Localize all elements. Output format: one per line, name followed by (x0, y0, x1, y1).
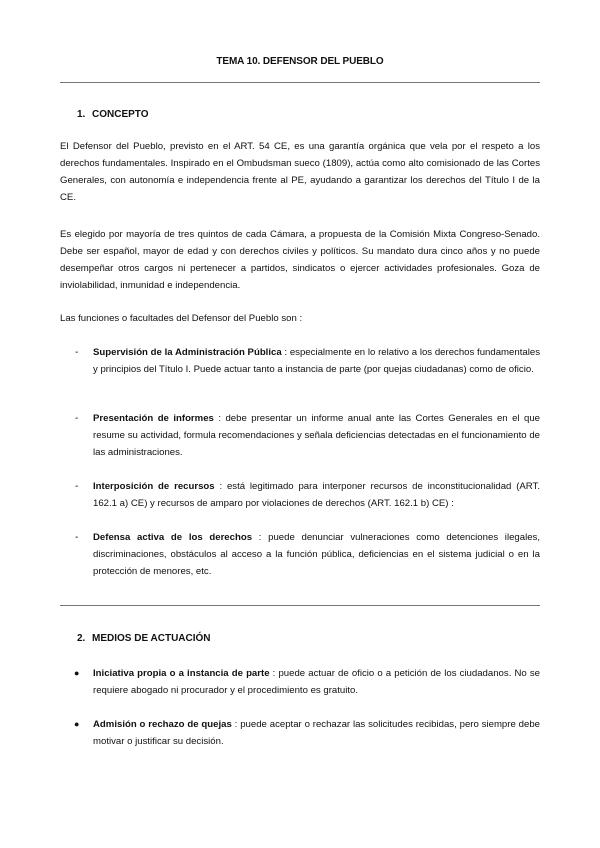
item-text: : puede denunciar vulneraciones como detenciones ilegales, discriminaciones, obstáculos al acceso a la función pública, deficiencias en el sistema judicial o en la protección de menores, etc. (93, 532, 541, 577)
item-term: Supervisión de la Administración Pública (93, 347, 282, 358)
section-number: 1. (77, 109, 86, 120)
section-title: CONCEPTO (92, 109, 149, 120)
paragraph: Es elegido por mayoría de tres quintos de cada Cámara, a propuesta de la Comisión Mixta Congreso-Senado. Debe ser español, mayor de edad y con derechos civiles y políticos. Su mandato dura cinco años y no puede desempeñar otros cargos ni pertenecer a partidos, sindicatos o ejercer actividades profesionales. Goza de inviolabilidad, inmunidad e independencia. (60, 229, 540, 291)
bullet-icon: ● (74, 719, 80, 729)
page-title: TEMA 10. DEFENSOR DEL PUEBLO (216, 56, 384, 67)
section-heading-medios (77, 633, 211, 644)
section-title: MEDIOS DE ACTUACIÓN (92, 633, 211, 644)
list-item (93, 665, 540, 699)
item-term: Admisión o rechazo de quejas (93, 719, 232, 730)
list-marker: - (75, 413, 79, 424)
item-term: Presentación de informes (93, 413, 214, 424)
paragraph: El Defensor del Pueblo, previsto en el ART. 54 CE, es una garantía orgánica que vela por el respeto a los derechos fundamentales. Inspirado en el Ombudsman sueco (1809), actúa como alto comisionado de las Cortes Generales, con autonomía e independencia frente al PE, ayudando a garantizar los derechos del Título I de la CE. (60, 141, 540, 203)
item-term: Defensa activa de los derechos (93, 532, 253, 543)
item-term: Iniciativa propia o a instancia de parte (93, 668, 270, 679)
list-item (93, 716, 540, 750)
item-text: : especialmente en lo relativo a los derechos fundamentales y principios del Título I. Puede actuar tanto a instancia de parte (por quejas ciudadanas) como de oficio. (93, 347, 540, 375)
divider (60, 605, 540, 606)
divider (60, 82, 540, 83)
list-item (93, 410, 540, 461)
list-marker: - (75, 532, 79, 543)
item-text: : debe presentar un informe anual ante las Cortes Generales en el que resume su actividad, formula recomendaciones y señala deficiencias detectadas en el funcionamiento de las administraciones. (93, 413, 540, 458)
item-text: : puede aceptar o rechazar las solicitudes recibidas, pero siempre debe motivar o justificar su decisión. (93, 719, 540, 747)
item-text: : está legitimado para interponer recursos de inconstitucionalidad (ART. 162.1 a) CE) y recursos de amparo por violaciones de derechos (ART. 162.1 b) CE) : (93, 481, 541, 509)
section-number: 2. (77, 633, 86, 644)
paragraph: Las funciones o facultades del Defensor del Pueblo son : (60, 313, 303, 324)
list-item (93, 529, 540, 580)
list-marker: - (75, 481, 79, 492)
item-term: Interposición de recursos (93, 481, 215, 492)
section-heading-concepto (77, 109, 149, 120)
list-marker: - (75, 347, 79, 358)
bullet-icon: ● (74, 668, 80, 678)
item-text: : puede actuar de oficio o a petición de los ciudadanos. No se requiere abogado ni procurador y el procedimiento es gratuito. (93, 668, 540, 696)
list-item (93, 478, 540, 512)
list-item (93, 344, 540, 378)
